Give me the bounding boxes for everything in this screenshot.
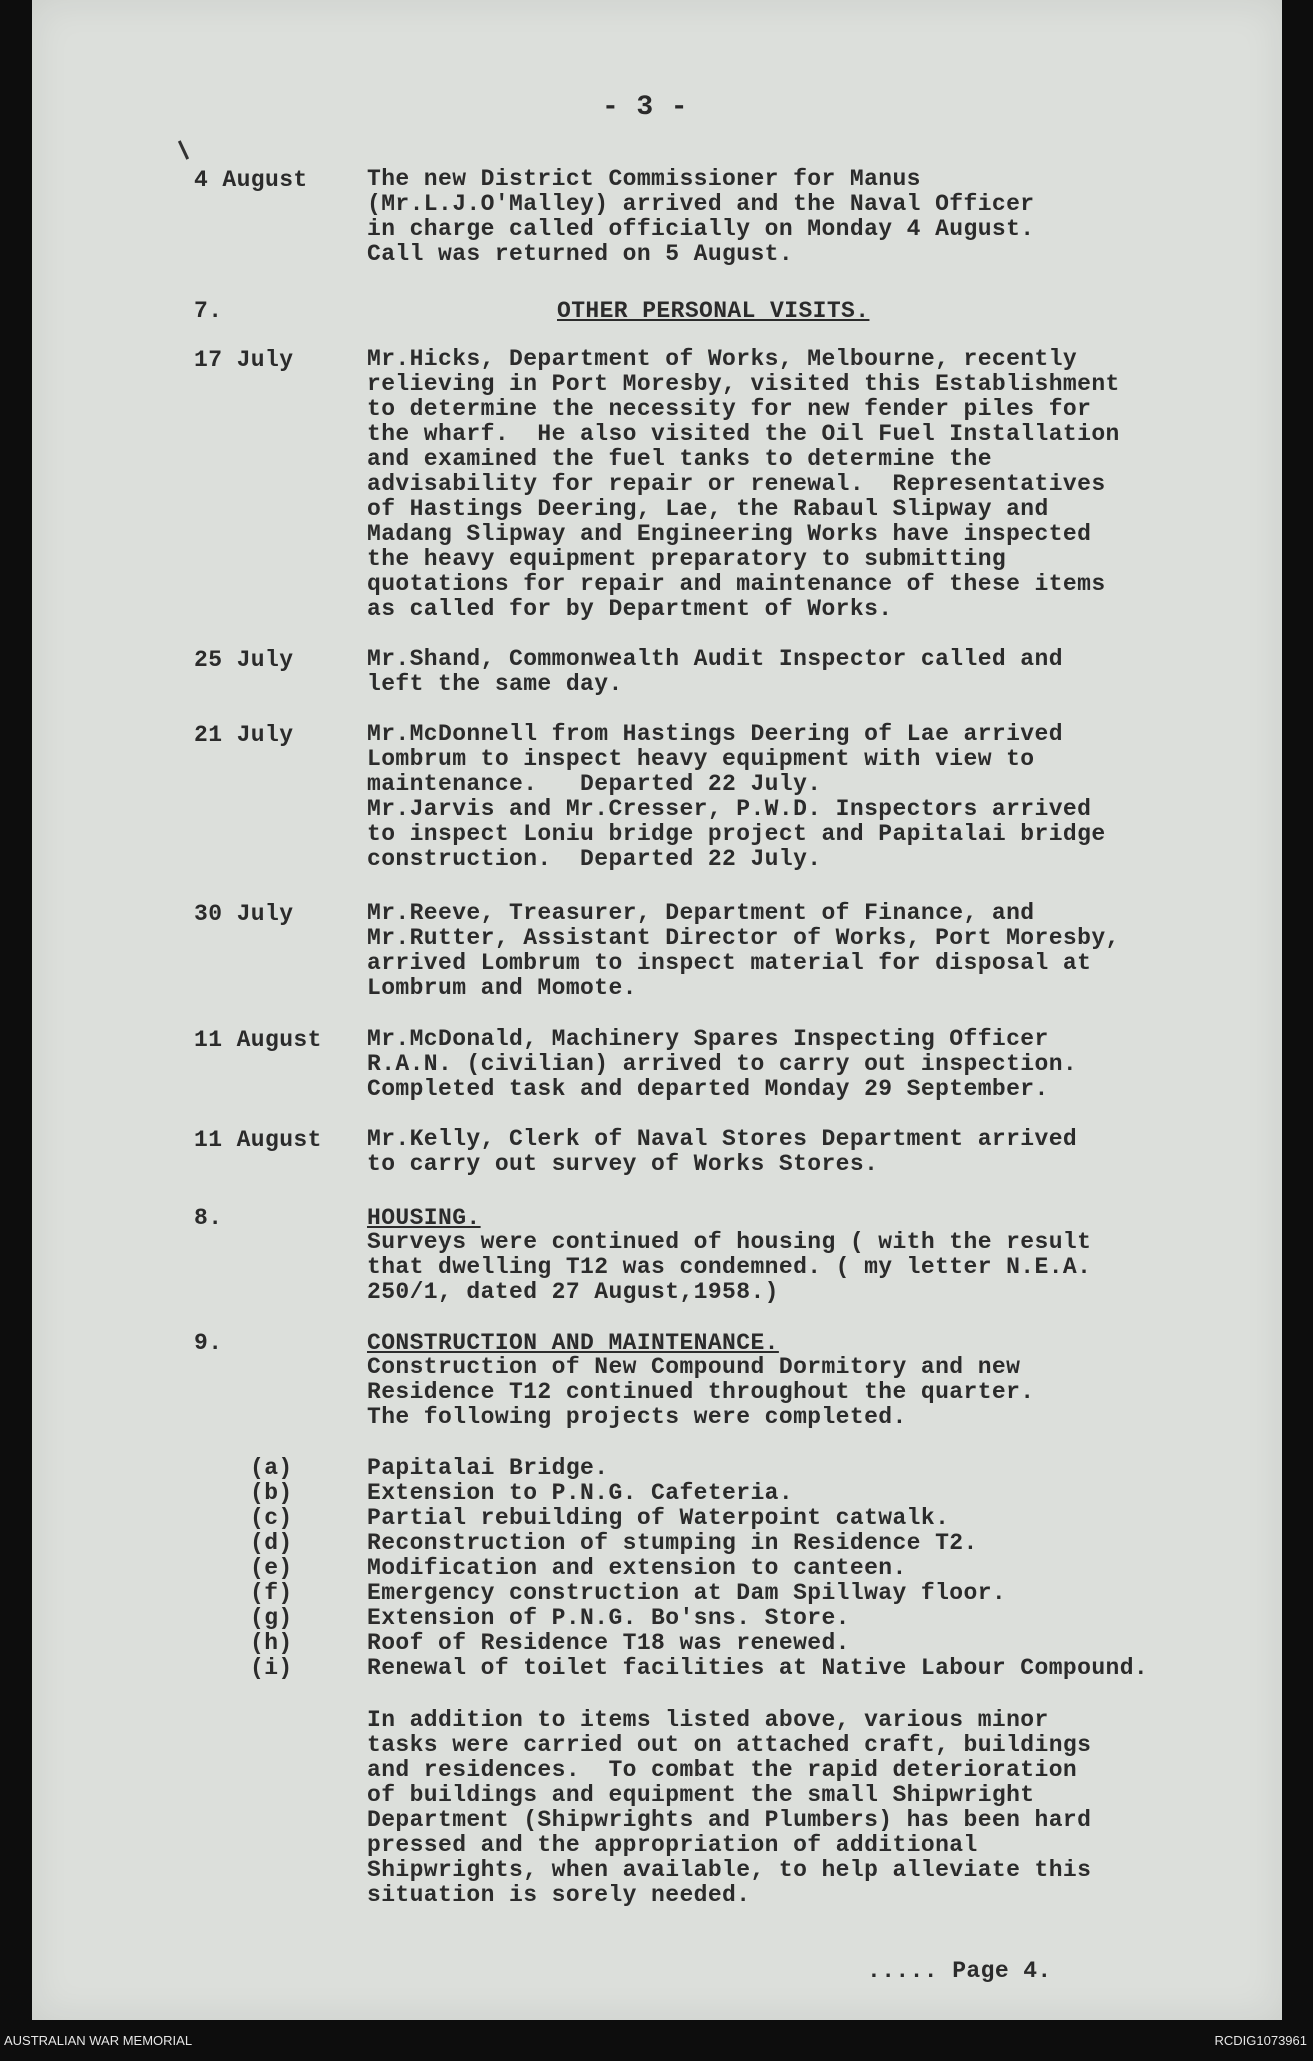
- list-item-text: Reconstruction of stumping in Residence T2.: [367, 1530, 978, 1556]
- list-item-text: Extension of P.N.G. Bo'sns. Store.: [367, 1605, 850, 1631]
- entry-date: 17 July: [194, 347, 294, 373]
- entry-date: 11 August: [194, 1027, 322, 1053]
- entry-date: 25 July: [194, 647, 294, 673]
- entry-date: 21 July: [194, 722, 294, 748]
- list-item-label: (i): [250, 1655, 293, 1681]
- list-item-text: Papitalai Bridge.: [367, 1455, 609, 1481]
- list-item-text: Partial rebuilding of Waterpoint catwalk.: [367, 1505, 950, 1531]
- list-item-text: Renewal of toilet facilities at Native Labour Compound.: [367, 1655, 1149, 1681]
- entry-text: Mr.McDonald, Machinery Spares Inspecting Officer R.A.N. (civilian) arrived to carry out inspection. Completed task and departed Monday 29 September.: [367, 1026, 1078, 1102]
- list-item-label: (f): [250, 1580, 293, 1606]
- entry-text: Mr.Kelly, Clerk of Naval Stores Department arrived to carry out survey of Works Stores.: [367, 1126, 1078, 1177]
- entry-text: Mr.McDonnell from Hastings Deering of Lae arrived Lombrum to inspect heavy equipment with view to maintenance. Departed 22 July. Mr.Jarvis and Mr.Cresser, P.W.D. Inspectors arrived to inspect Loniu bridge project and Papitalai bridge construction. Departed 22 July.: [367, 721, 1106, 872]
- section-text: Surveys were continued of housing ( with the result that dwelling T12 was condemned. ( my letter N.E.A. 250/1, dated 27 August,1958.): [367, 1229, 1092, 1305]
- entry-date: 30 July: [194, 901, 294, 927]
- section-number: 7.: [194, 298, 223, 324]
- section-closing-text: In addition to items listed above, various minor tasks were carried out on attached craft, buildings and residences. To combat the rapid deterioration of buildings and equipment the small Shipwright Department (Shipwrights and Plumbers) has been hard pressed and the appropriation of additional Shipwrights, when available, to help alleviate this situation is sorely needed.: [367, 1707, 1092, 1908]
- entry-date: 4 August: [194, 167, 308, 193]
- section-heading: HOUSING.: [367, 1205, 481, 1231]
- list-item-label: (d): [250, 1530, 293, 1556]
- list-item-text: Roof of Residence T18 was renewed.: [367, 1630, 850, 1656]
- pen-mark: [178, 140, 189, 159]
- section-number: 8.: [194, 1205, 223, 1231]
- section-text: Construction of New Compound Dormitory and new Residence T12 continued throughout the quarter. The following projects were completed.: [367, 1354, 1035, 1430]
- list-item-label: (a): [250, 1455, 293, 1481]
- list-item-label: (e): [250, 1555, 293, 1581]
- entry-text: Mr.Hicks, Department of Works, Melbourne, recently relieving in Port Moresby, visited this Establishment to determine the necessity for new fender piles for the wharf. He also visited the Oil Fuel Installation and examined the fuel tanks to determine the advisability for repair or renewal. Representatives of Hastings Deering, Lae, the Rabaul Slipway and Madang Slipway and Engineering Works have inspected the heavy equipment preparatory to submitting quotations for repair and maintenance of these items as called for by Department of Works.: [367, 346, 1120, 622]
- section-heading: CONSTRUCTION AND MAINTENANCE.: [367, 1330, 779, 1356]
- list-item-label: (c): [250, 1505, 293, 1531]
- continuation-note: ..... Page 4.: [867, 1958, 1052, 1984]
- list-item-text: Emergency construction at Dam Spillway floor.: [367, 1580, 1007, 1606]
- entry-text: Mr.Shand, Commonwealth Audit Inspector called and left the same day.: [367, 646, 1063, 697]
- list-item-label: (g): [250, 1605, 293, 1631]
- archive-credit: AUSTRALIAN WAR MEMORIAL: [4, 2033, 193, 2048]
- entry-text: The new District Commissioner for Manus (Mr.L.J.O'Malley) arrived and the Naval Officer in charge called officially on Monday 4 August. Call was returned on 5 August.: [367, 166, 1035, 267]
- list-item-label: (b): [250, 1480, 293, 1506]
- list-item-text: Extension to P.N.G. Cafeteria.: [367, 1480, 794, 1506]
- entry-text: Mr.Reeve, Treasurer, Department of Finance, and Mr.Rutter, Assistant Director of Works, Port Moresby, arrived Lombrum to inspect material for disposal at Lombrum and Momote.: [367, 900, 1120, 1001]
- page-number: - 3 -: [602, 92, 689, 123]
- list-item-label: (h): [250, 1630, 293, 1656]
- section-heading: OTHER PERSONAL VISITS.: [557, 298, 870, 324]
- entry-date: 11 August: [194, 1127, 322, 1153]
- section-number: 9.: [194, 1330, 223, 1356]
- document-page: [32, 0, 1282, 2020]
- list-item-text: Modification and extension to canteen.: [367, 1555, 907, 1581]
- archive-reference: RCDIG1073961: [1214, 2033, 1307, 2048]
